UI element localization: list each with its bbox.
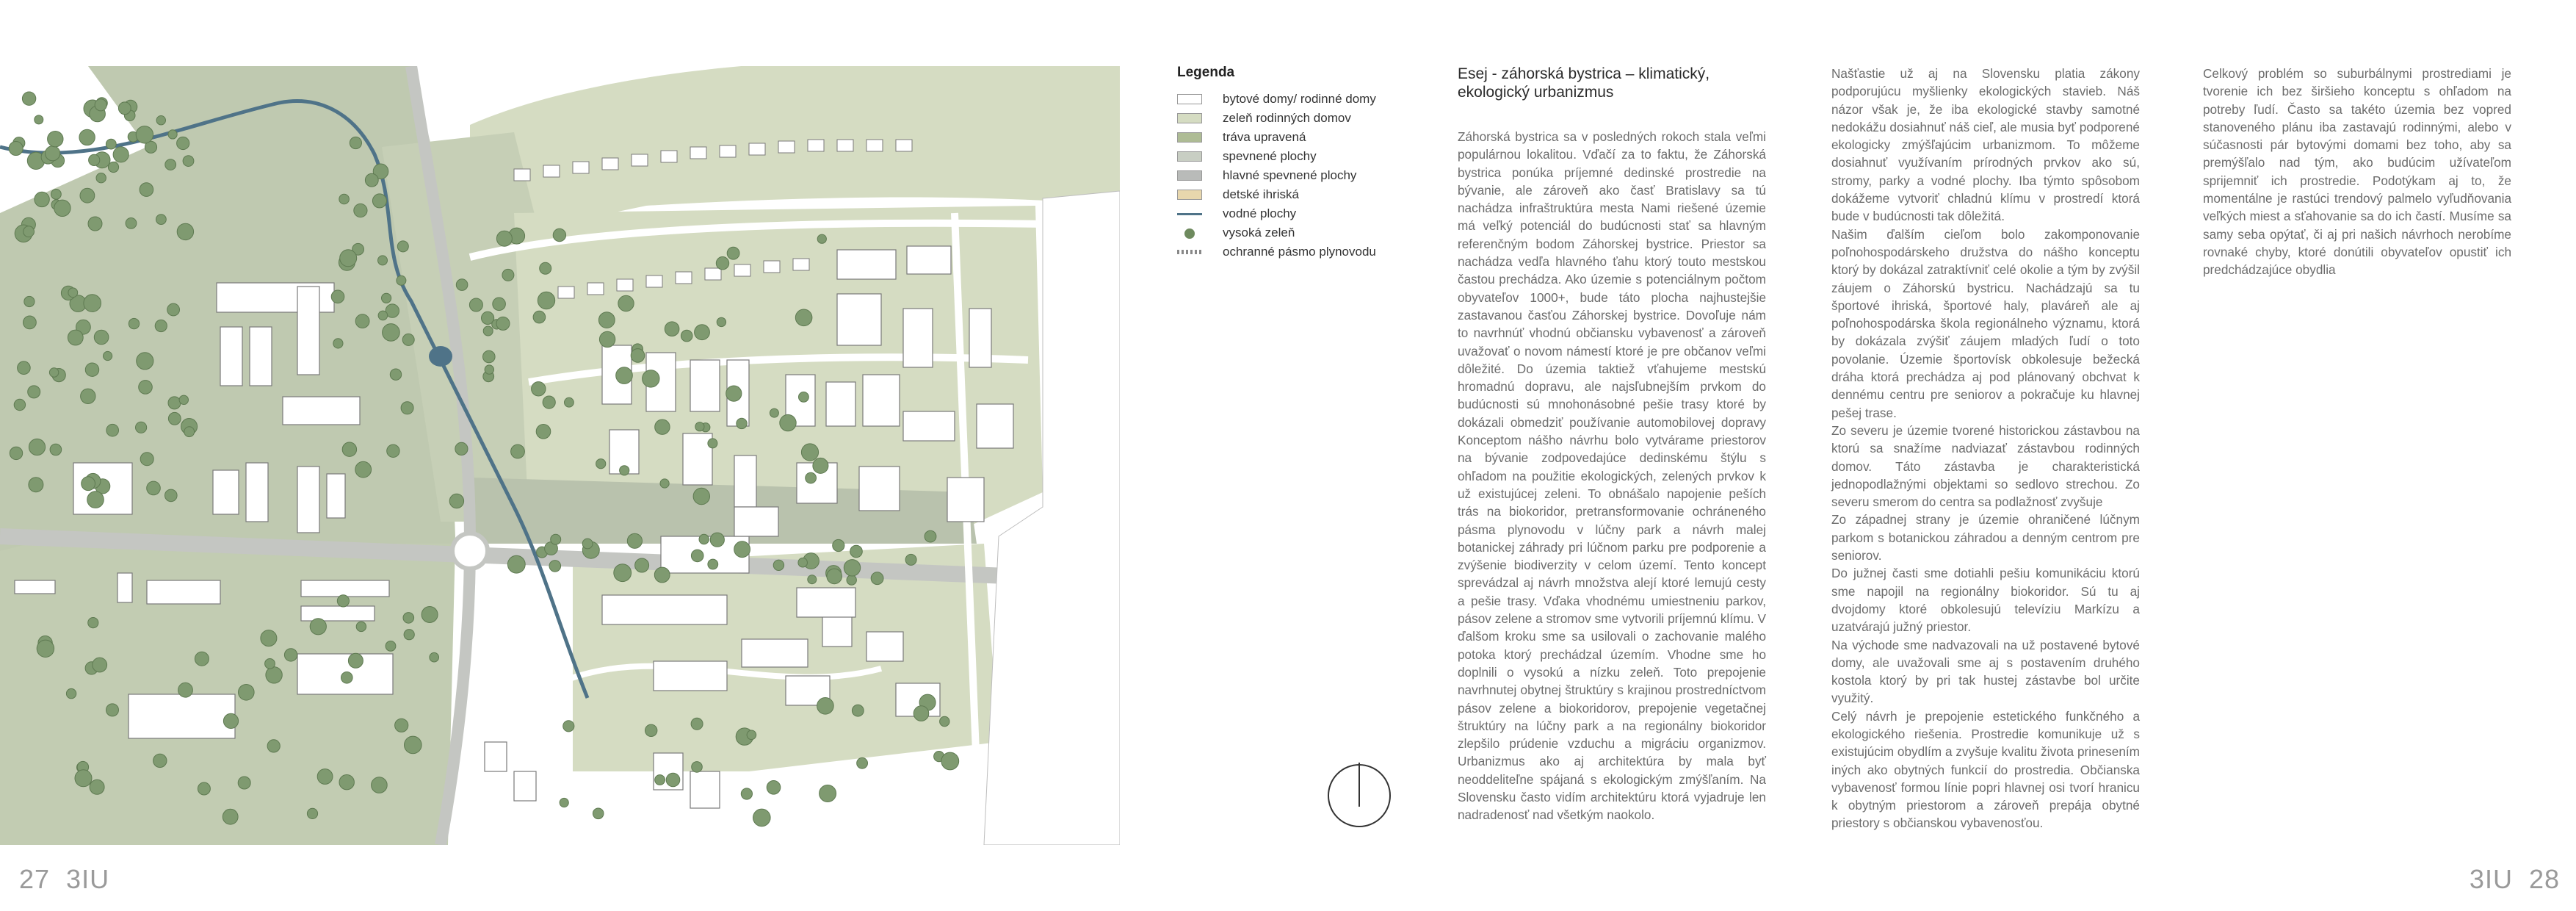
tree-icon bbox=[511, 444, 525, 458]
footer-left bbox=[19, 864, 109, 895]
legend bbox=[1177, 65, 1456, 262]
tree-icon bbox=[582, 539, 593, 549]
tree-icon bbox=[645, 724, 657, 736]
tree-icon bbox=[75, 770, 92, 787]
tree-icon bbox=[94, 330, 109, 345]
tree-icon bbox=[66, 688, 76, 698]
tree-icon bbox=[549, 561, 561, 572]
tree-icon bbox=[177, 137, 189, 149]
tree-icon bbox=[137, 353, 153, 370]
tree-icon bbox=[18, 361, 31, 375]
tree-icon bbox=[183, 156, 194, 167]
tree-icon bbox=[734, 541, 750, 558]
tree-icon bbox=[178, 683, 193, 697]
tree-icon bbox=[533, 311, 546, 323]
tree-icon bbox=[844, 560, 860, 576]
grey-paved-swatch bbox=[1177, 170, 1202, 181]
legend-item bbox=[1177, 128, 1456, 147]
tree-icon bbox=[403, 613, 414, 624]
tree-icon bbox=[422, 607, 438, 623]
tree-icon bbox=[727, 247, 739, 259]
tree-icon bbox=[198, 782, 210, 795]
tree-icon bbox=[184, 427, 195, 437]
legend-label: detské ihriská bbox=[1223, 187, 1299, 201]
tree-icon bbox=[496, 231, 512, 246]
tree-icon bbox=[85, 363, 98, 376]
tree-icon bbox=[716, 257, 728, 270]
tree-icon bbox=[708, 439, 717, 448]
tree-icon bbox=[563, 721, 574, 732]
tree-icon bbox=[93, 658, 107, 672]
tree-icon bbox=[372, 777, 388, 793]
tree-icon bbox=[129, 318, 139, 328]
tree-icon bbox=[799, 392, 809, 403]
tree-icon bbox=[265, 659, 275, 669]
tree-icon bbox=[24, 296, 35, 306]
tree-icon bbox=[365, 173, 378, 187]
tree-icon bbox=[88, 618, 98, 628]
tree-icon bbox=[382, 293, 391, 303]
tree-icon bbox=[350, 137, 361, 148]
legend-item bbox=[1177, 204, 1456, 223]
tree-icon bbox=[378, 256, 388, 265]
tree-icon bbox=[354, 204, 367, 217]
tree-icon bbox=[195, 652, 209, 666]
essay-title: Esej - záhorská bystrica – klimatický, ekologický urbanizmus bbox=[1458, 65, 1710, 101]
tree-icon bbox=[871, 572, 883, 585]
tree-icon bbox=[543, 396, 555, 408]
tree-icon bbox=[68, 330, 83, 345]
tree-icon bbox=[631, 349, 645, 363]
legend-title: Legenda bbox=[1177, 65, 1235, 80]
sand-swatch bbox=[1177, 190, 1202, 200]
tree-icon bbox=[372, 194, 386, 208]
tree-icon bbox=[532, 382, 546, 396]
tree-icon bbox=[261, 630, 277, 647]
site-plan-drawing bbox=[0, 66, 1120, 845]
page-number-left: 27 bbox=[19, 864, 51, 894]
tree-icon bbox=[430, 652, 439, 662]
tree-icon bbox=[850, 545, 863, 558]
tree-icon bbox=[620, 466, 629, 475]
tree-icon bbox=[82, 477, 95, 491]
tree-icon bbox=[493, 298, 506, 311]
tree-icon bbox=[833, 539, 844, 551]
tree-icon bbox=[88, 217, 102, 231]
tree-icon bbox=[681, 330, 692, 342]
tree-icon bbox=[753, 809, 771, 827]
tree-icon bbox=[153, 754, 167, 767]
tree-icon bbox=[239, 685, 255, 701]
tree-icon bbox=[390, 369, 401, 380]
legend-label: tráva upravená bbox=[1223, 130, 1306, 144]
tree-icon bbox=[35, 115, 43, 124]
tree-icon bbox=[331, 290, 344, 303]
legend-item bbox=[1177, 242, 1456, 262]
tree-icon bbox=[310, 619, 326, 635]
tree-icon bbox=[654, 567, 670, 583]
tree-icon bbox=[616, 367, 633, 384]
tree-icon bbox=[404, 630, 414, 640]
essay-column-3 bbox=[2203, 65, 2511, 279]
essay-paragraph: Na východe sme nadvazovali na už postavené bytové domy, ale uvažovali sme aj s postavením druhého kostola ktorý by pri tak hustej zástavbe bol určite využitý. bbox=[1831, 637, 2140, 706]
tree-icon bbox=[267, 740, 280, 752]
tree-icon bbox=[693, 488, 709, 504]
tree-icon bbox=[847, 575, 856, 585]
publication-mark-right: 3IU bbox=[2469, 864, 2513, 894]
page-number-right: 28 bbox=[2528, 864, 2560, 894]
essay-paragraph: Zo severu je územie tvorené historickou zástavbou na ktorú sa snažíme nadviazať zástavbou rodinných domov. Táto zástavba je charakteristická jednopodlažnými objektami so sedlovo strechou. Zo severu smerom do centra sa podlažnosť zvyšuje bbox=[1831, 422, 2140, 510]
tree-icon bbox=[89, 154, 100, 165]
essay-paragraph: Do južnej časti sme dotiahli pešiu komunikáciu ktorú sme napojil na regionálny biokoridor. Sú tu aj dvojdomy ktoré obkolesujú televíziu Markízu a uzatvárajú južný priestor. bbox=[1831, 566, 2140, 635]
essay-column-1 bbox=[1458, 65, 1766, 824]
tree-icon bbox=[691, 550, 703, 562]
tree-icon bbox=[449, 494, 463, 508]
grass-green-swatch bbox=[1177, 132, 1202, 143]
tree-icon bbox=[801, 444, 818, 461]
tree-icon bbox=[68, 288, 78, 298]
tree-icon bbox=[356, 622, 366, 631]
tree-icon bbox=[795, 309, 812, 326]
tree-icon bbox=[266, 667, 282, 683]
tree-icon bbox=[378, 311, 388, 320]
legend-label: vodné plochy bbox=[1223, 206, 1297, 220]
tree-icon bbox=[469, 298, 482, 312]
tree-icon bbox=[817, 234, 826, 243]
tree-icon bbox=[710, 533, 724, 547]
tree-icon bbox=[596, 459, 606, 469]
tree-icon bbox=[820, 785, 836, 802]
tree-icon bbox=[136, 422, 147, 433]
essay-paragraph: Záhorská bystrica sa v posledných rokoch stala veľmi populárnou lokalitou. Vďačí za to faktu, že Záhorská bystrica ponúka príjemné dedinské prostredie na bývanie, ale zároveň ako časť Bratislavy sa tú nachádza infraštruktúra mesta Nami riešené územie má veľký potenciál do budúcnosti stať sa hlavným referenčným bodom Záhorskej bystrice. Priestor sa nachádza vedľa hlavného ťahu ktorý touto mestskou častou prechádza. Ako územie s potenciálnym počtom obyvateľov 1000+, bude táto plocha najhustejšie zastavanou časťou Záhorskej bystrice. Dovoľuje nám to navrhnúť vhodnú občiansku vybavenosť a zároveň uvažovať o novom námestí ktoré je pre občanov veľmi dôležité. Do územia taktiež vťahujeme mestskú hromadnú dopravu, ale najsľubnejším prvkom do budúcnosti sú mnohonásobné pešie trasy ktoré by dokázali obmedziť používanie automobilovej dopravy Konceptom nášho návrhu bolo vytvárame priestorov na bývanie zodpovedajúce dedinskému štýlu s ohľadom na použitie ekologických, zelených prvkov k už existujúcej zeleni. To obnášalo napojenie peších trás na biokoridor, pretransformovanie ochráneného pásma plynovodu v lúčny park a návrh malej botanickej záhrady pri lúčnom parku pre podporenie a zvýšenie biodiverzity v celom území. Tento koncept sprevádzal aj návrh množstva alejí ktoré lemujú cesty a pešie trasy. Vďaka vhodnému umiestneniu parkov, pásov zelene a stromov sme vytvorili príjemnú klímu. V ďalšom kroku sme sa usilovali o zachovanie malého potoka ktorý prechádzal územím. Vhodne sme ho doplnili o vysokú a nízku zeleň. Toto prepojenie navrhnutej obytnej štruktúry s krajinou prostredníctvom pásov zelene a biokoridorov, prepojenie vegetačnej štruktúry na lúčny park a na regionálny biokoridor zlepšilo prúdenie vzduchu a migráciu organizmov. Urbanizmus ako aj architektúra by mala byť neoddeliteľne spájaná s ekologickým zmýšľaním. Na Slovensku často vidím architektúru ktorá vyjadruje len nadradenosť nad všetkým naokolo. bbox=[1458, 129, 1766, 823]
tree-icon bbox=[507, 555, 525, 573]
tree-icon bbox=[29, 478, 43, 492]
tree-icon bbox=[806, 472, 817, 483]
tree-icon bbox=[941, 752, 959, 770]
tree-icon bbox=[665, 322, 679, 336]
tree-icon bbox=[767, 781, 781, 795]
tree-icon bbox=[540, 262, 551, 274]
tree-icon bbox=[106, 704, 119, 716]
tree-icon bbox=[397, 241, 408, 252]
tree-icon bbox=[808, 575, 817, 584]
tree-icon bbox=[49, 368, 58, 377]
tree-icon bbox=[386, 641, 396, 652]
legend-list bbox=[1177, 90, 1456, 262]
tree-icon bbox=[483, 326, 493, 336]
tree-icon bbox=[95, 99, 106, 111]
tree-icon bbox=[48, 132, 63, 147]
legend-item bbox=[1177, 90, 1456, 109]
tree-icon bbox=[817, 698, 834, 715]
tree-icon bbox=[29, 439, 45, 455]
tree-icon bbox=[155, 320, 167, 331]
tree-icon bbox=[348, 653, 363, 668]
essay-paragraph: Celkový problém so suburbálnymi prostrediami je tvorenie ich bez širšieho konceptu s ohľadom na potreby ľudí. Často sa takéto územia bez vopred stanoveného plánu iba zastavajú rodinnými, alebo v súčasnosti pár bytovými domami bez toho, aby sa premýšľalo nad tým, ako budúcim užívateľom sprijemniť ich prostredie. Podotýkam aj to, že momentálne je rastúci trendový palmelo vyľudňovania veľkých miest a sťahovanie sa do ich častí. Musíme sa samy seba opýtať, či aj pri našich návrhoch nerobíme rovnaké chyby, ktoré donútili obyvateľov opustiť ich predchádzajúce obydlia bbox=[2203, 66, 2511, 278]
tree-icon bbox=[940, 716, 949, 726]
tree-icon bbox=[666, 773, 680, 787]
tree-icon bbox=[79, 129, 95, 145]
tree-icon bbox=[54, 200, 70, 216]
tree-icon bbox=[536, 425, 551, 439]
tree-icon bbox=[857, 757, 868, 768]
tree-icon bbox=[337, 595, 349, 607]
tree-icon bbox=[397, 276, 406, 285]
tree-icon bbox=[618, 295, 634, 311]
tree-icon bbox=[28, 386, 40, 398]
tree-icon bbox=[50, 444, 62, 455]
tree-icon bbox=[136, 126, 153, 143]
tree-icon bbox=[660, 479, 669, 488]
essay-column-2 bbox=[1831, 65, 2140, 832]
tree-icon bbox=[140, 183, 153, 197]
tree-icon bbox=[96, 173, 106, 183]
tree-icon bbox=[167, 303, 180, 316]
tree-icon bbox=[333, 339, 343, 348]
tree-icon bbox=[827, 569, 842, 584]
tree-icon bbox=[655, 775, 665, 785]
tree-icon bbox=[46, 146, 60, 161]
tree-icon bbox=[496, 317, 510, 330]
tree-icon bbox=[691, 718, 703, 730]
legend-label: spevnené plochy bbox=[1223, 149, 1317, 163]
tree-icon bbox=[538, 292, 554, 309]
tree-icon bbox=[551, 534, 561, 544]
essay-paragraph: Celý návrh je prepojenie estetického funkčného a ekologického riešenia. Prostredie komunikuje už s existujúcim obydlím a zvyšuje kvalitu života prinesením iných ako obytných funkcií do prostredia. Občianska vybavenosť formou línie popri hlavnej osi tvorí hranicu k obytným priestorom a zároveň prepája obytné priestory s občianskou vybavenosťou. bbox=[1831, 708, 2140, 831]
tree-icon bbox=[23, 226, 35, 237]
essay-paragraph: Našim ďalším cieľom bolo zakomponovanie poľnohospodárskeho družstva do nášho konceptu ktorý by dokázal zatraktívniť celé okolie a tým by zvýšil záujem o Záhorskú bystricu. Nachádzajú sa tu športové ihriská, športové haly, plaváreň ale aj poľnohospodárska škola regionálneho významu, ktorá by dokázala zvýšiť záujem mladých ľudí o toto povolanie. Územie športovísk obkolesuje bežecká dráha ktorá prechádza aj pod plánovaný obchvat k dennému centru pre seniorov a pokračuje ku hlavnej pešej trase. bbox=[1831, 226, 2140, 420]
tree-icon bbox=[405, 736, 422, 754]
tree-icon bbox=[340, 250, 357, 267]
tree-icon bbox=[614, 564, 632, 582]
tree-icon bbox=[156, 215, 167, 225]
legend-item bbox=[1177, 109, 1456, 128]
tree-icon bbox=[140, 453, 153, 466]
tree-icon bbox=[643, 370, 659, 387]
tree-icon bbox=[339, 194, 350, 204]
tree-icon bbox=[106, 424, 119, 436]
tree-icon bbox=[147, 481, 161, 495]
tree-icon bbox=[10, 447, 22, 459]
legend-label: hlavné spevnené plochy bbox=[1223, 168, 1357, 182]
legend-label: vysoká zeleň bbox=[1223, 226, 1295, 240]
pond bbox=[429, 346, 452, 367]
tree-icon bbox=[284, 649, 297, 661]
essay-paragraph: Našťastie už aj na Slovensku platia zákony podporujúcu myšlienky ekologických stavieb. Náš názor však je, že iba ekologické stavby samotné nedokážu dosiahnuť náš cieľ, ale musia byť podporené ekologicky zmýšľajúcim urbanizmom. To môžeme dosiahnuť využívaním prírodných prvkov ako sú, stromy, parky a vodné plochy. Iba týmto spôsobom dokážeme vytvoriť chladnú klímu v prostredí ktorá bude v budúcnosti tak dôležitá. bbox=[1831, 66, 2140, 224]
tree-icon bbox=[485, 365, 493, 374]
tree-icon bbox=[737, 418, 747, 428]
tree-icon bbox=[87, 491, 104, 508]
tree-icon bbox=[22, 92, 35, 105]
tree-icon bbox=[456, 279, 468, 291]
north-arrow-icon bbox=[1326, 763, 1392, 829]
tree-icon bbox=[156, 116, 165, 125]
roundabout bbox=[452, 533, 488, 569]
legend-item bbox=[1177, 166, 1456, 185]
legend-item bbox=[1177, 185, 1456, 204]
tree-icon bbox=[168, 412, 181, 425]
tree-icon bbox=[387, 444, 399, 457]
tree-icon bbox=[37, 640, 54, 657]
tree-icon bbox=[852, 705, 864, 716]
tree-icon bbox=[118, 102, 131, 115]
tree-icon bbox=[770, 408, 778, 417]
tree-icon bbox=[84, 295, 101, 312]
essay-paragraph: Zo západnej strany je územie ohraničené lúčnym parkom s botanickou záhradou a denným centrom pre seniorov. bbox=[1831, 512, 2140, 563]
tree-icon bbox=[627, 533, 642, 548]
tree-icon bbox=[593, 808, 604, 819]
tree-icon bbox=[717, 317, 726, 326]
tree-dot-swatch bbox=[1177, 228, 1202, 238]
tree-icon bbox=[699, 534, 709, 544]
tree-icon bbox=[168, 397, 181, 409]
tree-icon bbox=[598, 312, 615, 328]
tree-icon bbox=[113, 147, 129, 162]
legend-item bbox=[1177, 147, 1456, 166]
tree-icon bbox=[692, 762, 703, 773]
tree-icon bbox=[925, 530, 936, 542]
footer-right bbox=[2470, 864, 2560, 895]
tree-icon bbox=[708, 559, 718, 569]
tree-icon bbox=[238, 777, 250, 789]
tree-icon bbox=[9, 142, 23, 156]
tree-icon bbox=[104, 351, 112, 360]
tree-icon bbox=[635, 558, 649, 572]
tree-icon bbox=[798, 558, 808, 567]
tree-icon bbox=[401, 402, 413, 414]
tree-icon bbox=[560, 798, 568, 807]
tree-icon bbox=[80, 188, 95, 203]
tree-icon bbox=[35, 192, 49, 206]
tree-icon bbox=[813, 458, 828, 473]
tree-icon bbox=[179, 395, 188, 404]
tree-icon bbox=[565, 397, 574, 407]
tree-icon bbox=[655, 420, 670, 434]
tree-icon bbox=[780, 414, 796, 431]
tree-icon bbox=[168, 130, 177, 139]
paved-swatch bbox=[1177, 151, 1202, 162]
site-plan-map bbox=[0, 66, 1120, 845]
tree-icon bbox=[90, 779, 104, 794]
tree-icon bbox=[108, 162, 118, 172]
tree-icon bbox=[483, 350, 496, 363]
tree-icon bbox=[307, 808, 317, 818]
legend-label: bytové domy/ rodinné domy bbox=[1223, 92, 1376, 106]
white-rectangle-swatch bbox=[1177, 94, 1202, 104]
tree-icon bbox=[383, 324, 400, 342]
tree-icon bbox=[355, 461, 372, 478]
tree-icon bbox=[165, 159, 176, 170]
tree-icon bbox=[126, 218, 137, 229]
tree-icon bbox=[402, 334, 414, 345]
water-line-swatch bbox=[1177, 213, 1202, 215]
tree-icon bbox=[726, 386, 742, 401]
tree-icon bbox=[317, 769, 333, 785]
tree-icon bbox=[747, 730, 756, 740]
tree-icon bbox=[695, 325, 710, 340]
tree-icon bbox=[502, 269, 514, 281]
light-green-swatch bbox=[1177, 113, 1202, 123]
legend-item bbox=[1177, 223, 1456, 242]
tree-icon bbox=[773, 560, 784, 570]
tree-icon bbox=[23, 316, 37, 329]
legend-label: zeleň rodinných domov bbox=[1223, 111, 1351, 125]
tree-icon bbox=[355, 314, 369, 328]
tree-icon bbox=[81, 389, 95, 403]
legend-label: ochranné pásmo plynovodu bbox=[1223, 245, 1376, 259]
tree-icon bbox=[165, 489, 178, 502]
tree-icon bbox=[14, 399, 25, 410]
tree-icon bbox=[905, 554, 916, 565]
tree-icon bbox=[177, 223, 193, 240]
tree-icon bbox=[106, 139, 116, 149]
tree-icon bbox=[599, 331, 615, 347]
tree-icon bbox=[139, 381, 153, 395]
tree-icon bbox=[553, 228, 565, 241]
tree-icon bbox=[695, 422, 704, 431]
tree-icon bbox=[342, 442, 356, 456]
tree-icon bbox=[222, 809, 238, 824]
tree-icon bbox=[913, 706, 929, 721]
tree-icon bbox=[341, 672, 353, 684]
dashed-line-swatch bbox=[1177, 250, 1202, 254]
tree-icon bbox=[223, 713, 238, 728]
publication-mark-left: 3IU bbox=[66, 864, 110, 894]
tree-icon bbox=[741, 788, 752, 799]
tree-icon bbox=[339, 775, 354, 790]
tree-icon bbox=[395, 719, 408, 732]
tree-icon bbox=[455, 442, 468, 455]
tree-icon bbox=[51, 190, 62, 200]
